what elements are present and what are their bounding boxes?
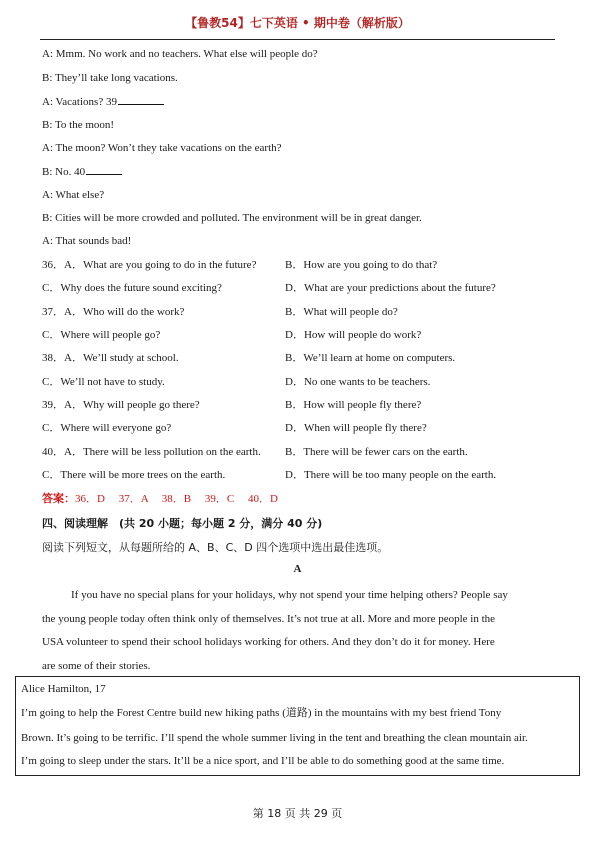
question-option: 40．A．There will be less pollution on the earth. (42, 446, 261, 458)
passage-paragraph (42, 584, 557, 678)
story-author: Alice Hamilton, 17 (21, 683, 106, 695)
dialogue-line-text: B: No. 40 (42, 166, 86, 178)
question-option: C．Where will everyone go? (42, 422, 172, 434)
question-option: B．What will people do? (285, 306, 398, 318)
question-option: 39．A．Why will people go there? (42, 399, 200, 411)
dialogue-line: B: To the moon! (42, 119, 115, 131)
dialogue-line: B: They’ll take long vacations. (42, 72, 178, 84)
section-instructions: 阅读下列短文，从每题所给的 A、B、C、D 四个选项中选出最佳选项。 (42, 541, 389, 554)
story-line: Brown. It’s going to be terrific. I’ll spend the whole summer living in the tent and breathing the clean mountain air. (21, 732, 528, 744)
answer-blank (118, 94, 164, 105)
question-option: D．There will be too many people on the earth. (285, 469, 497, 481)
question-option: B．There will be fewer cars on the earth. (285, 446, 468, 458)
dialogue-line-text: A: Vacations? 39 (42, 96, 117, 108)
question-option: D．How will people do work? (285, 329, 422, 341)
passage-label: A (293, 563, 302, 575)
passage-line: the young people today often think only of themselves. It’s not true at all. More and more people in the (42, 612, 496, 625)
page-header-title: 【鲁教54】七下英语 • 期中卷（解析版） (185, 16, 410, 30)
question-option: 37．A．Who will do the work? (42, 306, 185, 318)
dialogue-line: A: The moon? Won’t they take vacations on the earth? (42, 142, 282, 154)
question-option: C．Where will people go? (42, 329, 161, 341)
answer-label: 答案： (42, 492, 75, 505)
question-option: 38．A．We’ll study at school. (42, 352, 179, 364)
question-option: D．What are your predictions about the future? (285, 282, 496, 294)
passage-line: are some of their stories. (42, 659, 151, 672)
question-option: 36．A．What are you going to do in the future? (42, 259, 257, 271)
question-option: C．We’ll not have to study. (42, 376, 165, 388)
header-divider (40, 39, 555, 40)
passage-line: If you have no special plans for your holidays, why not spend your time helping others? People say (71, 589, 508, 601)
story-box (15, 676, 580, 776)
answer-key (42, 492, 278, 506)
dialogue-line: A: That sounds bad! (42, 235, 132, 247)
dialogue-line: A: What else? (42, 189, 105, 201)
story-line: I’m going to sleep under the stars. It’ll be a nice sport, and I’ll be able to do something good at the same time. (21, 755, 505, 767)
story-line: I’m going to help the Forest Centre build new hiking paths (道路) in the mountains with my best friend Tony (21, 707, 502, 719)
section-heading: 四、阅读理解 (共 20 小题；每小题 2 分，满分 40 分) (42, 517, 323, 530)
dialogue-line: A: Mmm. No work and no teachers. What else will people do? (42, 48, 318, 60)
question-option: D．When will people fly there? (285, 422, 427, 434)
answer-values: 36．D 37．A 38．B 39．C 40．D (75, 493, 278, 505)
question-option: C．There will be more trees on the earth. (42, 469, 226, 481)
dialogue-line (42, 164, 122, 179)
question-option: C．Why does the future sound exciting? (42, 282, 222, 294)
question-option: B．We’ll learn at home on computers. (285, 352, 456, 364)
question-option: B．How will people fly there? (285, 399, 422, 411)
question-option: D．No one wants to be teachers. (285, 376, 431, 388)
page-number: 第 18 页 共 29 页 (252, 807, 343, 820)
dialogue-line (42, 94, 164, 109)
passage-line: USA volunteer to spend their school holidays working for others. And they don’t do it for money. Here (42, 636, 495, 648)
dialogue-line: B: Cities will be more crowded and polluted. The environment will be in great danger. (42, 212, 422, 224)
question-option: B．How are you going to do that? (285, 259, 438, 271)
answer-blank (86, 164, 122, 175)
